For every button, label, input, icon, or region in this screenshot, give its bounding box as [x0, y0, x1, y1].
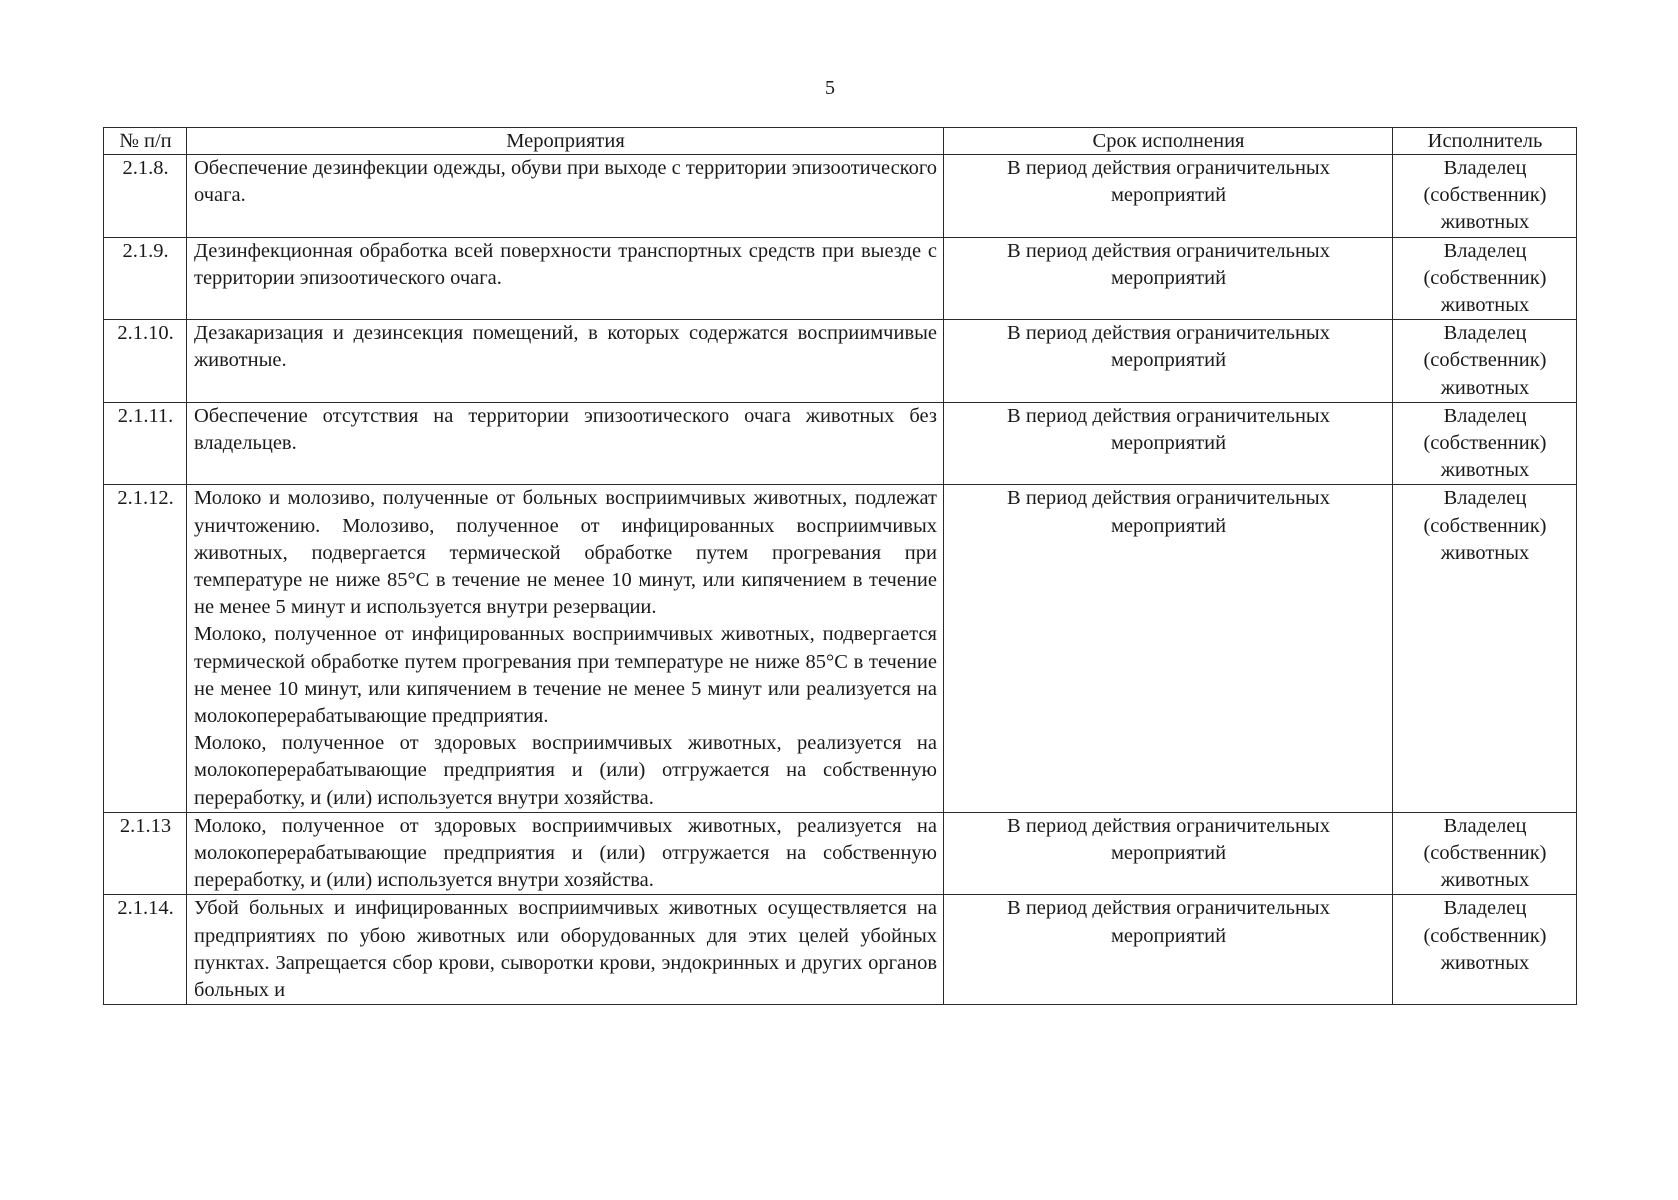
row-number: 2.1.13: [104, 812, 187, 895]
row-action: [187, 155, 944, 238]
action-paragraph: Обеспечение дезинфекции одежды, обуви при выходе с территории эпизоотического очага.: [194, 157, 937, 207]
row-executor: Владелец (собственник) животных: [1393, 402, 1577, 485]
row-term: В период действия ограничительных мероприятий: [944, 812, 1393, 895]
row-executor: Владелец (собственник) животных: [1393, 895, 1577, 1005]
row-executor: Владелец (собственник) животных: [1393, 320, 1577, 403]
table-row: [104, 402, 1577, 485]
header-action: Мероприятия: [187, 128, 944, 155]
action-paragraph: Дезинфекционная обработка всей поверхности транспортных средств при выезде с территории эпизоотического очага.: [194, 239, 937, 289]
row-action: [187, 402, 944, 485]
row-action: [187, 320, 944, 403]
action-paragraph: Молоко и молозиво, полученные от больных восприимчивых животных, подлежат уничтожению. Молозиво, полученное от инфицированных восприимчивых животных, подвергается термической обработке путем прогревания при температуре не ниже 85°С в течение не менее 10 минут, или кипячением в течение не менее 5 минут и используется внутри резервации.: [194, 487, 937, 619]
row-executor: Владелец (собственник) животных: [1393, 485, 1577, 812]
header-num: № п/п: [104, 128, 187, 155]
row-executor: Владелец (собственник) животных: [1393, 237, 1577, 320]
row-action: [187, 485, 944, 812]
row-term: В период действия ограничительных мероприятий: [944, 485, 1393, 812]
table-row: [104, 485, 1577, 812]
row-number: 2.1.10.: [104, 320, 187, 403]
header-executor: Исполнитель: [1393, 128, 1577, 155]
action-paragraph: Обеспечение отсутствия на территории эпизоотического очага животных без владельцев.: [194, 404, 937, 455]
row-number: 2.1.9.: [104, 237, 187, 320]
page-number: 5: [825, 77, 835, 99]
row-term: В период действия ограничительных мероприятий: [944, 895, 1393, 1005]
row-term: В период действия ограничительных мероприятий: [944, 320, 1393, 403]
row-number: 2.1.12.: [104, 485, 187, 812]
row-term: В период действия ограничительных мероприятий: [944, 237, 1393, 320]
row-action: [187, 895, 944, 1005]
action-paragraph: Убой больных и инфицированных восприимчивых животных осуществляется на предприятиях по убою животных или оборудованных для этих целей убойных пунктах. Запрещается сбор крови, сыворотки крови, эндокринных и других органов больных и: [194, 897, 937, 1002]
row-executor: Владелец (собственник) животных: [1393, 812, 1577, 895]
table-row: [104, 895, 1577, 1005]
row-number: 2.1.11.: [104, 402, 187, 485]
table-row: [104, 320, 1577, 403]
row-number: 2.1.8.: [104, 155, 187, 238]
table-header-row: [104, 128, 1577, 155]
action-paragraph: Молоко, полученное от инфицированных восприимчивых животных, подвергается термической обработке путем прогревания при температуре не ниже 85°С в течение не менее 10 минут, или кипячением в течение не менее 5 минут или реализуется на молокоперерабатывающие предприятия.: [194, 623, 937, 728]
measures-table: [103, 127, 1577, 1005]
action-paragraph: Молоко, полученное от здоровых восприимчивых животных, реализуется на молокоперерабатывающие предприятия и (или) отгружается на собственную переработку, и (или) используется внутри хозяйства.: [194, 814, 937, 892]
row-term: В период действия ограничительных мероприятий: [944, 402, 1393, 485]
row-action: [187, 237, 944, 320]
action-paragraph: Дезакаризация и дезинсекция помещений, в которых содержатся восприимчивые животные.: [194, 322, 937, 372]
row-term: В период действия ограничительных мероприятий: [944, 155, 1393, 238]
action-paragraph: Молоко, полученное от здоровых восприимчивых животных, реализуется на молокоперерабатывающие предприятия и (или) отгружается на собственную переработку, и (или) используется внутри хозяйства.: [194, 732, 937, 809]
header-term: Срок исполнения: [944, 128, 1393, 155]
table-row: [104, 237, 1577, 320]
row-number: 2.1.14.: [104, 895, 187, 1005]
row-executor: Владелец (собственник) животных: [1393, 155, 1577, 238]
table-row: [104, 155, 1577, 238]
table-row: [104, 812, 1577, 895]
row-action: [187, 812, 944, 895]
